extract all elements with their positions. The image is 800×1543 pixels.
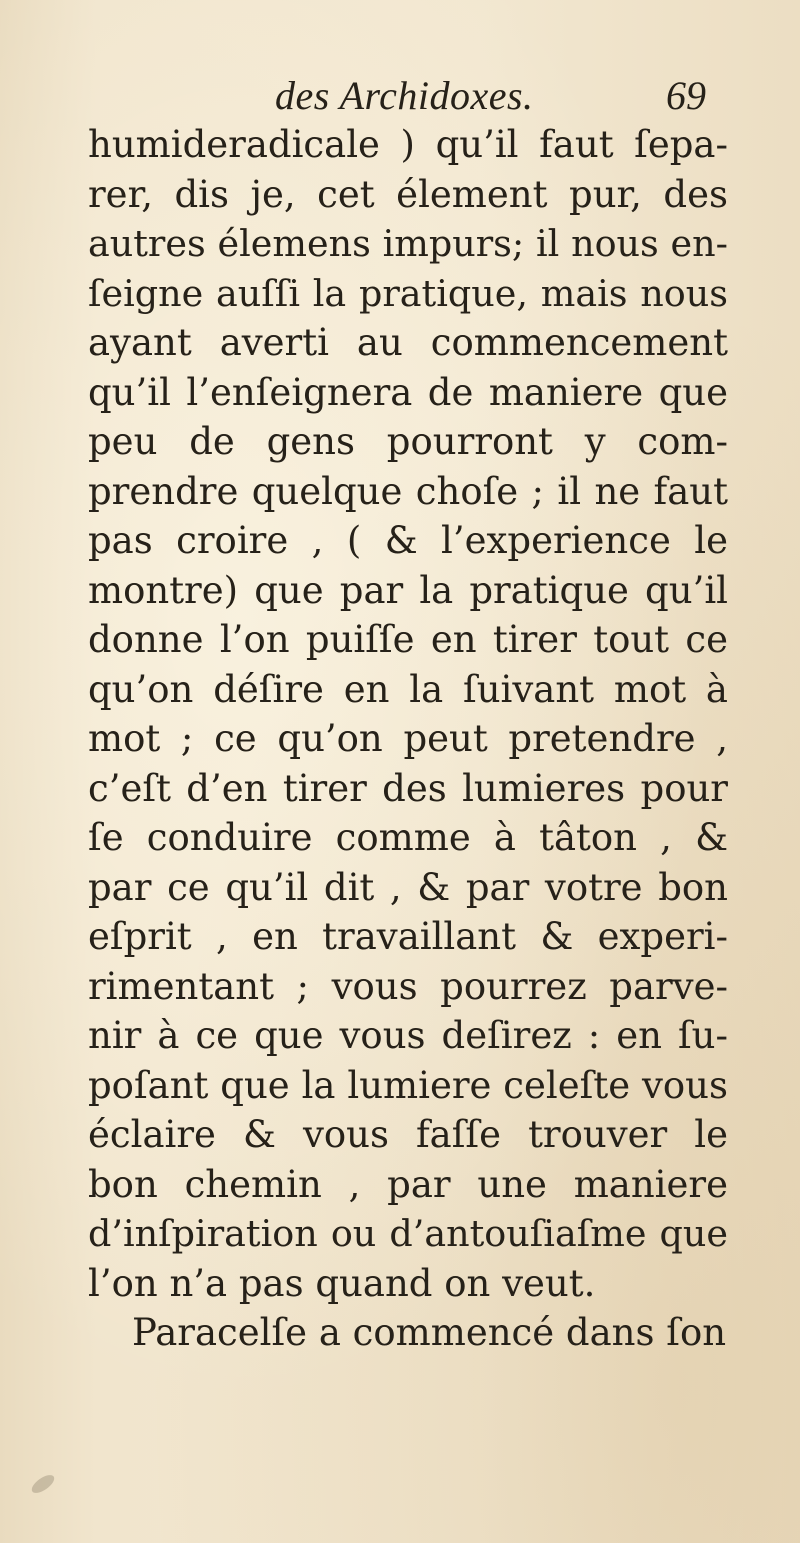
text-line: c’eſt d’en tirer des lumieres pour <box>88 766 728 810</box>
text-line: ſe conduire comme à tâton , & <box>88 816 728 859</box>
text-line: montre) que par la pratique qu’il <box>88 568 728 612</box>
text-line: mot ; ce qu’on peut pretendre , <box>88 717 728 760</box>
text-line: éclaire & vous faſſe trouver le <box>88 1113 728 1156</box>
text-line: peu de gens pourront y com- <box>88 420 728 463</box>
text-line: eſprit , en travaillant & experi- <box>88 915 728 958</box>
body-text <box>88 120 728 1358</box>
text-line: ſeigne auſſi la pratique, mais nous <box>88 271 728 315</box>
text-line: pas croire , ( & l’experience le <box>88 519 728 562</box>
text-line: nir à ce que vous deſirez : en ſu- <box>88 1014 728 1057</box>
text-line: rimentant ; vous pourrez parve- <box>88 964 728 1008</box>
text-line: poſant que la lumiere celeſte vous <box>88 1063 728 1107</box>
text-line: autres élemens impurs; il nous en- <box>88 222 728 265</box>
page-header <box>0 68 800 118</box>
text-line: qu’il l’enſeignera de maniere que <box>88 370 728 414</box>
text-line: bon chemin , par une maniere <box>88 1162 728 1206</box>
paragraph-start-line: Paracelſe a commencé dans ſon <box>132 1311 727 1354</box>
text-line: ayant averti au commencement <box>88 321 728 364</box>
page-number: 69 <box>666 73 706 118</box>
text-line: par ce qu’il dit , & par votre bon <box>88 865 728 909</box>
running-title: des Archidoxes. <box>275 73 534 118</box>
text-line: l’on n’a pas quand on veut. <box>88 1261 596 1305</box>
text-line: donne l’on puiſſe en tirer tout ce <box>88 618 728 661</box>
text-line: rer, dis je, cet élement pur, des <box>88 172 728 216</box>
ink-smudge <box>29 1472 57 1497</box>
text-line: d’inſpiration ou d’antouſiaſme que <box>88 1212 728 1255</box>
text-line: prendre quelque choſe ; il ne faut <box>88 469 728 513</box>
text-line: humideradicale ) qu’il faut ſepa- <box>88 123 728 166</box>
text-line: qu’on déſire en la ſuivant mot à <box>88 667 728 711</box>
